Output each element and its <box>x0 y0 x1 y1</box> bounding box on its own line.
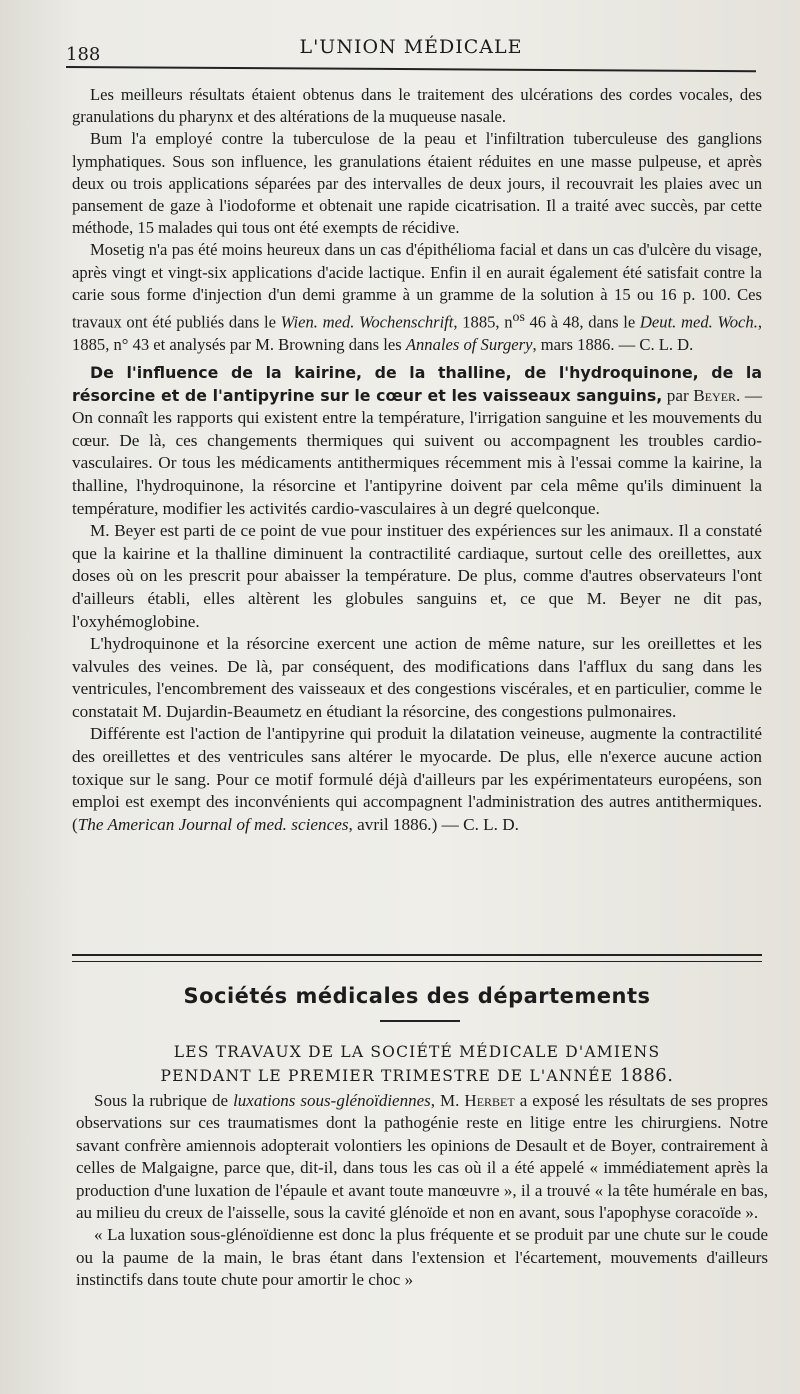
text-run: , 1885, n° 43 et analysés par M. Browning dans les <box>72 312 763 354</box>
header-rule <box>66 66 756 72</box>
section-divider <box>72 954 762 962</box>
title-underline <box>380 1020 460 1022</box>
article1-paragraph-1: Les meilleurs résultats étaient obtenus dans le traitement des ulcérations des cordes vocales, des granulations du pharynx et des altérations de la muqueuse nasale. <box>72 85 762 127</box>
text-run: , avril 1886.) — C. L. D. <box>348 814 519 834</box>
superscript: os <box>512 309 525 325</box>
journal-title: Annales of Surgery <box>405 334 533 354</box>
article2-heading <box>72 362 762 520</box>
page-number: 188 <box>66 44 101 65</box>
journal-title: The American Journal of med. sciences <box>77 814 349 834</box>
text-run: PENDANT LE PREMIER TRIMESTRE DE L'ANNÉE <box>160 1067 620 1085</box>
text-run: , M. <box>430 1091 465 1110</box>
text-run: , 1885, n <box>453 312 513 332</box>
subhead-year: 1886. <box>619 1065 674 1086</box>
text-run: , mars 1886. — C. L. D. <box>532 334 694 354</box>
journal-title: Deut. med. Woch. <box>639 312 758 332</box>
text-run: Différente est l'action de l'antipyrine qui produit la dilatation veineuse, augmente la contractilité des oreillettes et des ventricules sans altérer le myocarde. De plus, elle n'exerce aucune action toxique sur le sang. Pour ce motif formulé déjà d'ailleurs par les expérimentateurs européens, son emploi est exempt des inconvénients qui accompagnent l'administration des autres antithermiques. ( <box>72 724 762 834</box>
text-run: Mosetig n'a pas été moins heureux dans un cas d'épithélioma facial et dans un cas d'ulcère du visage, après vingt et vingt-six applications d'acide lactique. Enfin il en aurait également été satisfait contre la carie sous forme d'injection d'un demi gramme à un gramme de la solution à 15 ou 16 p. 100. Ces travaux ont été publiés dans le <box>72 240 762 332</box>
section-subhead <box>72 1040 762 1088</box>
text-run: . — <box>736 385 762 405</box>
author-name: Beyer <box>693 385 737 405</box>
text-run: par <box>662 385 694 405</box>
section-paragraph-1 <box>76 1090 768 1224</box>
journal-title: Wien. med. Wochenschrift <box>280 312 454 332</box>
text-run: On connaît les rapports qui existent entre la température, l'irrigation sanguine et les mouvements du cœur. De là, ces changements thermiques qui suivent ou accompagnent les troubles cardio-vasculaires. Or tous les médicaments antithermiques récemment mis à l'essai comme la kairine, la thalline, l'hydroquinone, la résorcine et l'antipyrine doivent par cela même qu'ils diminuent la température, modifier les activités cardio-vasculaires à un degré quelconque. <box>72 408 762 518</box>
page-header <box>66 32 756 66</box>
subhead-line-1: LES TRAVAUX DE LA SOCIÉTÉ MÉDICALE D'AMIENS <box>173 1043 661 1061</box>
text-run: 46 à 48, dans le <box>524 312 640 332</box>
author-name: Herbet <box>464 1091 515 1110</box>
article2-paragraph-2: M. Beyer est parti de ce point de vue pour instituer des expériences sur les animaux. Il a constaté que la kairine et la thalline diminuent la contractilité cardiaque, surtout celle des oreillettes, aux doses où on les prescrit pour abaisser la température. De plus, comme d'autres observateurs l'ont d'ailleurs établi, elles altèrent les globules sanguins et, ce que M. Beyer ne dit pas, l'oxyhémoglobine. <box>72 521 762 631</box>
article2-paragraph-3: L'hydroquinone et la résorcine exercent une action de même nature, sur les oreillettes et les valvules des veines. De là, par conséquent, des modifications dans l'afflux du sang dans les ventricules, l'encombrement des vaisseaux et des congestions viscérales, et en particulier, comme le constatait M. Dujardin-Beaumetz en étudiant la résorcine, des congestions pulmonaires. <box>72 634 762 721</box>
section-column <box>76 1090 768 1292</box>
subhead-line-2 <box>72 1064 762 1088</box>
main-column <box>72 84 762 836</box>
article1-paragraph-2: Bum l'a employé contre la tuberculose de la peau et l'infiltration tuberculeuse des ganglions lymphatiques. Sous son influence, les granulations étaient réduites en une masse pulpeuse, et après deux ou trois applications séparées par des intervalles de deux jours, il recouvrait les plaies avec un pansement de gaze à l'iodoforme et obtenait une rapide cicatrisation. Il a traité avec succès, par cette méthode, 15 malades qui tous ont été exempts de récidive. <box>72 129 762 238</box>
text-run: a exposé les résultats de ses propres observations sur ces traumatismes dont la pathogénie reste en litige entre les chirurgiens. Notre savant confrère amiennois adopterait volontiers les opinions de Desault et de Boyer, contrairement à celles de Malgaigne, parce que, dit-il, dans tous les cas où il a été appelé « immédiatement après la production d'une luxation de l'épaule et avant toute manœuvre », il a trouvé « la tête humérale en bas, au milieu du creux de l'aisselle, sous la cavité glénoïde et non en avant, sous l'apophyse coracoïde ». <box>76 1091 768 1223</box>
article2-title: De l'influence de la kairine, de la thalline, de l'hydroquinone, de la résorcine et de l'antipyrine sur le cœur et les vaisseaux sanguins, <box>72 362 762 405</box>
italic-term: luxations sous-glénoïdiennes <box>233 1091 431 1110</box>
section-title: Sociétés médicales des départements <box>183 984 651 1008</box>
section-paragraph-2: « La luxation sous-glénoïdienne est donc la plus fréquente et se produit par une chute sur le coude ou la paume de la main, le bras étant dans l'extension et l'écartement, mouvements d'ailleurs instinctifs dans toute chute pour amortir le choc » <box>76 1225 768 1290</box>
running-title: L'UNION MÉDICALE <box>299 36 523 58</box>
article2-paragraph-4 <box>72 723 762 836</box>
text-run: Sous la rubrique de <box>94 1091 234 1110</box>
article1-paragraph-3 <box>72 239 762 356</box>
